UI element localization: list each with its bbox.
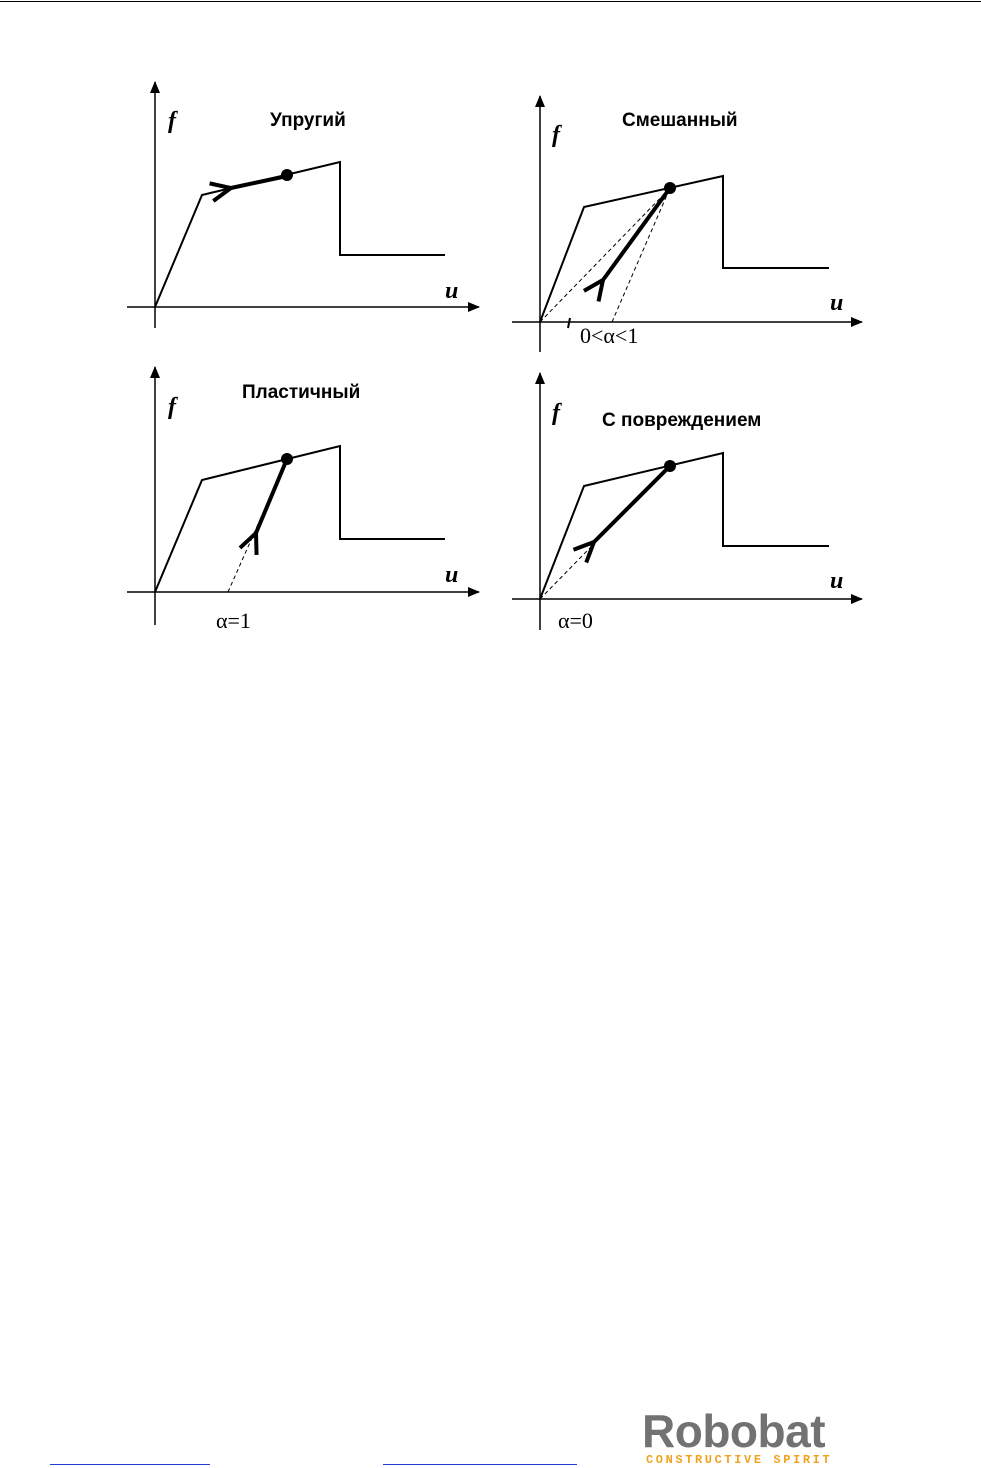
x-axis-label: u: [830, 290, 844, 316]
x-axis-label: u: [445, 278, 459, 304]
alpha-label: 0<α<1: [580, 323, 639, 348]
footer-link-left[interactable]: [50, 1464, 210, 1465]
alpha-label: α=1: [216, 608, 251, 633]
unloading-arrow: [256, 459, 287, 533]
backbone-curve: [155, 446, 445, 592]
logo-wordmark: Robobat: [642, 1405, 826, 1457]
state-point: [281, 453, 293, 465]
y-axis-label: f: [168, 394, 176, 420]
y-axis-label: f: [552, 400, 560, 426]
diagram-mixed: [512, 96, 862, 352]
diagram-damage: [512, 373, 862, 633]
state-point: [664, 460, 676, 472]
y-axis-label: f: [168, 108, 176, 134]
diagram-title: С повреждением: [602, 410, 762, 431]
state-point: [664, 182, 676, 194]
x-axis-label: u: [445, 562, 459, 588]
backbone-curve: [540, 176, 829, 322]
unloading-arrow: [603, 188, 670, 280]
alpha-tick: [568, 318, 570, 328]
diagram-title: Смешанный: [622, 110, 738, 131]
backbone-curve: [540, 453, 829, 599]
unloading-arrow: [594, 466, 670, 542]
diagram-elastic: [127, 82, 479, 328]
elastic-reference-line: [540, 188, 670, 322]
alpha-label: α=0: [558, 608, 593, 633]
diagram-title: Пластичный: [242, 382, 361, 403]
x-axis-label: u: [830, 568, 844, 594]
diagram-title: Упругий: [270, 110, 346, 131]
diagram-plastic: [127, 367, 479, 633]
hysteresis-models-figure: [0, 0, 981, 680]
state-point: [281, 169, 293, 181]
footer-link-right[interactable]: [383, 1464, 577, 1465]
y-axis-label: f: [552, 122, 560, 148]
backbone-curve: [155, 162, 445, 307]
robobat-logo: [642, 1405, 848, 1468]
logo-tagline: CONSTRUCTIVE SPIRIT: [646, 1453, 833, 1467]
unloading-arrow: [231, 176, 287, 188]
